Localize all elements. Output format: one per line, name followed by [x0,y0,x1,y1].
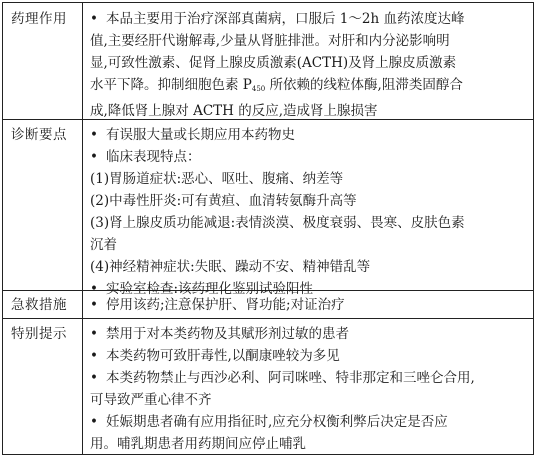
bullet: • [90,127,98,143]
text-line [90,256,528,278]
line-text: 本品主要用于治疗深部真菌病，口服后 1～2h 血药浓度达峰 [106,11,465,27]
line-text: (1)胃肠道症状:恶心、呕吐、腹痛、纳差等 [90,171,344,187]
line-text: (4)神经精神症状:失眠、躁动不安、精神错乱等 [90,259,371,275]
line-text: 停用该药;注意保护肝、肾功能;对证治疗 [106,297,345,313]
text-line [90,345,528,367]
text-line [90,411,528,433]
line-text: 沉着 [90,237,117,253]
text-line [90,8,528,30]
row-content-diagnosis [90,124,528,300]
line-text: (2)中毒性肝炎:可有黄疸、血清转氨酶升高等 [90,193,357,209]
info-table [2,2,534,455]
text-line [90,146,528,168]
line-text: 实验室检查:该药理化鉴别试验阳性 [106,281,314,297]
line-text: 有误服大量或长期应用本药物史 [106,127,295,143]
row-label-pharmacology: 药理作用 [11,11,67,27]
line-text: 成,降低肾上腺对 ACTH 的反应,造成肾上腺损害 [90,103,378,119]
text-line [90,30,528,52]
bullet: • [90,370,98,386]
line-text: 值,主要经肝代谢解毒,少量从肾脏排泄。对肝和内分泌影响明 [90,33,450,49]
text-line [90,212,528,234]
text-line [90,74,528,100]
text-line [90,389,528,411]
column-divider [82,3,83,454]
row-content-pharmacology [90,8,528,122]
bullet: • [90,348,98,364]
bullet: • [90,149,98,165]
text-line [90,323,528,345]
line-text: 本类药物禁止与西沙必利、阿司咪唑、特非那定和三唑仑合用, [106,370,475,386]
row-label-diagnosis: 诊断要点 [11,127,67,143]
text-line [90,190,528,212]
line-text: 显,可致性激素、促肾上腺皮质激素(ACTH)及肾上腺皮质激素 [90,55,457,71]
line-text: 水平下降。抑制细胞色素 P [90,77,252,93]
bullet: • [90,281,98,297]
line-text: 本类药物可致肝毒性,以酮康唑较为多见 [106,348,340,364]
text-line [90,294,528,316]
line-text: 禁用于对本类药物及其赋形剂过敏的患者 [106,326,349,342]
line-text: 用。哺乳期患者用药期间应停止哺乳 [90,436,306,452]
bullet: • [90,11,98,27]
row-divider [3,318,533,319]
row-label-special-notes: 特别提示 [11,326,67,342]
subscript: 450 [251,85,266,93]
line-text: 妊娠期患者确有应用指征时,应充分权衡利弊后决定是否应 [106,414,448,430]
text-line [90,433,528,455]
text-line [90,124,528,146]
row-content-first-aid [90,294,528,316]
text-line [90,168,528,190]
line-text: 临床表现特点： [106,149,201,165]
line-text: 可导致严重心律不齐 [90,392,212,408]
bullet: • [90,297,98,313]
text-line [90,52,528,74]
text-line [90,234,528,256]
bullet: • [90,414,98,430]
bullet: • [90,326,98,342]
row-label-first-aid: 急救措施 [11,297,67,313]
text-line [90,367,528,389]
line-text: (3)肾上腺皮质功能减退:表情淡漠、极度衰弱、畏寒、皮肤色素 [90,215,465,231]
line-text: 所依赖的线粒体酶,阻滞类固醇合 [265,77,463,93]
row-content-special-notes [90,323,528,455]
text-line [90,100,528,122]
